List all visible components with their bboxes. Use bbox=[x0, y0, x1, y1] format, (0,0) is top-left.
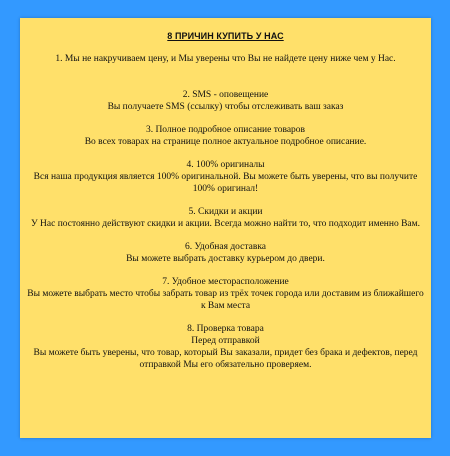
reason-3-heading: 3. Полное подробное описание товаров bbox=[145, 125, 306, 135]
reason-4-heading: 4. 100% оригиналы bbox=[186, 160, 265, 170]
reason-2 bbox=[20, 89, 431, 113]
reason-5-text: У Нас постоянно действуют скидки и акции. Всегда можно найти то, что подходит именно Вам. bbox=[30, 219, 421, 229]
reason-2-text: Вы получаете SMS (ссылку) чтобы отслеживать ваш заказ bbox=[107, 102, 344, 112]
reason-8-heading: 8. Проверка товара bbox=[187, 324, 264, 334]
reasons-card bbox=[20, 18, 431, 438]
reason-8-subheading: Перед отправкой bbox=[191, 336, 260, 346]
card-title: 8 ПРИЧИН КУПИТЬ У НАС bbox=[167, 31, 284, 41]
reason-7-heading: 7. Удобное месторасположение bbox=[162, 277, 289, 287]
reason-6 bbox=[20, 241, 431, 265]
reason-4-text: Вся наша продукция является 100% оригинальной. Вы можете быть уверены, что вы получите 100% оригинал! bbox=[33, 172, 418, 194]
reason-8-text: Вы можете быть уверены, что товар, который Вы заказали, придет без брака и дефектов, перед отправкой Мы его обязательно проверяем. bbox=[33, 348, 418, 370]
reason-2-heading: 2. SMS - оповещение bbox=[182, 90, 269, 100]
reason-3 bbox=[20, 124, 431, 148]
reason-5-heading: 5. Скидки и акции bbox=[188, 207, 263, 217]
reason-1-text: 1. Мы не накручиваем цену, и Мы уверены что Вы не найдете цену ниже чем у Нас. bbox=[55, 54, 396, 64]
reason-4 bbox=[20, 159, 431, 195]
reason-5 bbox=[20, 206, 431, 230]
reason-3-text: Во всех товарах на странице полное актуальное подробное описание. bbox=[84, 137, 367, 147]
reason-7-text: Вы можете выбрать место чтобы забрать товар из трёх точек города или доставим из ближайшего к Вам места bbox=[27, 289, 424, 311]
reason-8 bbox=[20, 323, 431, 371]
reason-7 bbox=[20, 276, 431, 312]
reason-6-text: Вы можете выбрать доставку курьером до двери. bbox=[126, 254, 325, 264]
reason-6-heading: 6. Удобная доставка bbox=[184, 242, 267, 252]
